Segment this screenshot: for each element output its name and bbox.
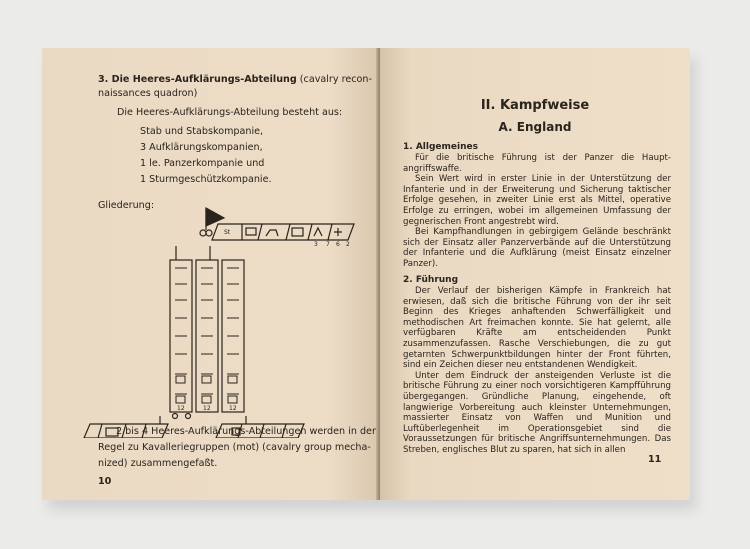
paragraph: Für die britische Führung ist der Panzer die Haupt-angriffswaffe.	[403, 153, 671, 174]
intro-text: Die Heeres-Aufklärungs-Abteilung besteht aus:	[117, 107, 343, 118]
section-body	[403, 153, 671, 270]
unit-item: Stab und Stabskompanie,	[140, 126, 264, 137]
diagram-number: 12	[229, 405, 237, 412]
footnote-line: 2 bis 4 Heeres-Aufklärungs-Abteilungen werden in der	[116, 426, 376, 437]
paragraph: Sein Wert wird in erster Linie in der Unterstützung der Infanterie und in der Erweiterung und Sicherung taktischer Erfolge gesehen, in zweiter Linie erst als Mittel, operative Erfolge zu erringen, wobei im allgemeinen Umfassung der gegnerischen Front angestrebt wird.	[403, 174, 671, 227]
paragraph: Unter dem Eindruck der ansteigenden Verluste ist die britische Führung zu einer noch vorsichtigeren Kampfführung übergegangen. Gründliche Planung, eingehende, oft langwierige Vorbereitung auch kleinster Unternehmungen, massierter Einsatz von Waffen und Munition und Luftüberlegenheit im Operationsgebiet sind die Voraussetzungen für britische Angriffsunternehmungen. Das Streben, englisches Blut zu sparen, hat sich in allen	[403, 370, 671, 455]
diagram-number: 7	[326, 241, 330, 248]
section-heading: 2. Führung	[403, 275, 459, 285]
section-heading: 3. Die Heeres-Aufklärungs-Abteilung (cavalry recon-	[98, 74, 372, 85]
gliederung-label: Gliederung:	[98, 200, 155, 211]
footnote-line: nized) zusammengefaßt.	[98, 458, 218, 469]
footnote-line: Regel zu Kavalleriegruppen (mot) (cavalry group mecha-	[98, 442, 371, 453]
chapter-subtitle: A. England	[498, 120, 572, 134]
diagram-number: 6	[336, 241, 340, 248]
paragraph: Der Verlauf der bisherigen Kämpfe in Frankreich hat erwiesen, daß sich die britische Führung von der ihr seit Beginn des Krieges anhaftenden Schwerfälligkeit und methodischen Art freimachen konnte. Sie hat gelernt, alle verfügbaren Kräfte am entscheidenden Punkt zusammenzufassen. Rasche Verschiebungen, die zu gut getarnten Schwerpunktbildungen hinter der Front führten, sind ein Zeichen dieser neu entstandenen Wendigkeit.	[403, 286, 671, 371]
left-page	[42, 48, 380, 500]
diagram-number: 12	[203, 405, 211, 412]
section-heading: 1. Allgemeines	[403, 142, 478, 152]
page-number: 10	[98, 476, 112, 487]
unit-item: 1 Sturmgeschützkompanie.	[140, 174, 272, 185]
section-body	[403, 286, 671, 456]
organization-diagram	[42, 198, 380, 438]
diagram-label: St	[224, 229, 231, 236]
section-heading-continued: naissances quadron)	[98, 88, 198, 99]
paragraph: Bei Kampfhandlungen in gebirgigem Gelände beschränkt sich der Einsatz aller Panzerverbände auf die Unterstützung der Infanterie und die Aufklärung (meist Einsatz einzelner Panzer).	[403, 227, 671, 269]
diagram-number: 12	[177, 405, 185, 412]
chapter-title: II. Kampfweise	[480, 98, 590, 113]
page-number: 11	[648, 454, 662, 465]
unit-item: 3 Aufklärungskompanien,	[140, 142, 263, 153]
right-page	[380, 48, 690, 500]
diagram-number: 2	[346, 241, 350, 248]
unit-item: 1 le. Panzerkompanie und	[140, 158, 265, 169]
diagram-number: 3	[314, 241, 318, 248]
